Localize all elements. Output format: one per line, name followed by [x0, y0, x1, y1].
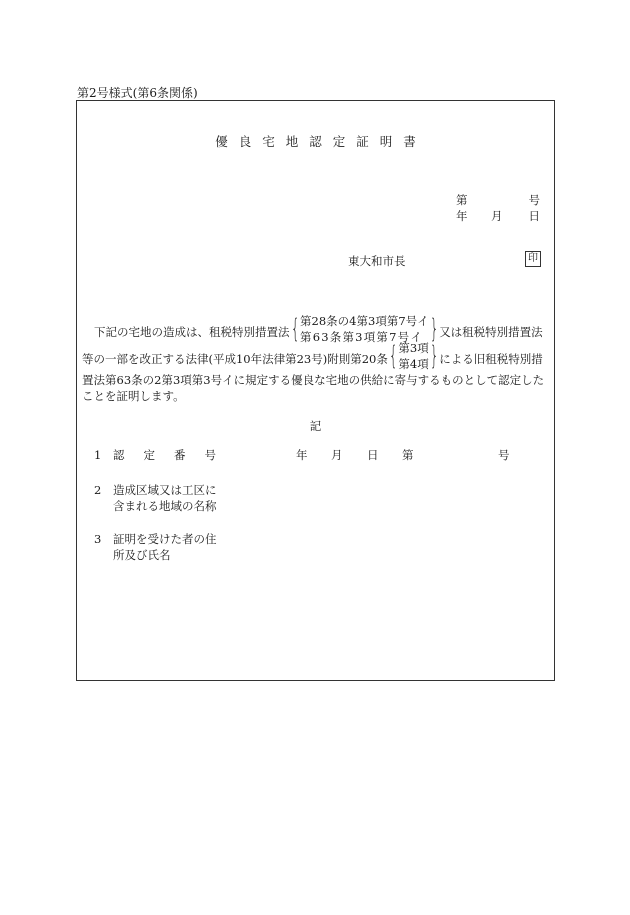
item-3-label-line-1: 証明を受けた者の住: [113, 532, 217, 546]
certificate-title: 優良宅地認定証明書: [215, 134, 427, 149]
seal-mark: 印: [525, 251, 541, 267]
body-line-2-suffix: による旧租税特別措: [439, 352, 543, 366]
item-1-number-prefix: 第: [402, 448, 414, 462]
body-line-1-prefix: 下記の宅地の造成は、租税特別措置法: [94, 325, 290, 339]
left-brace-icon: {: [389, 341, 398, 371]
item-1-number-suffix: 号: [498, 448, 510, 462]
item-3-number: 3: [94, 532, 102, 546]
document-number: [456, 192, 540, 208]
brace-1-option-2: 第63条第3項第7号イ: [300, 330, 424, 344]
document-number-prefix: 第: [456, 193, 468, 207]
document-date-day: 日: [528, 209, 540, 223]
item-3-label-line-2: 所及び氏名: [113, 548, 171, 562]
issuer-name: 東大和市長: [348, 254, 406, 268]
brace-2-option-1: 第3項: [398, 341, 429, 355]
left-brace-icon: {: [290, 314, 299, 344]
right-brace-icon: }: [429, 341, 439, 371]
item-2-label-line-2: 含まれる地域の名称: [113, 499, 217, 513]
body-line-4: ことを証明します。: [82, 389, 185, 403]
ki-heading: 記: [309, 419, 322, 433]
brace-1-option-1: 第28条の4第3項第7号イ: [300, 314, 429, 328]
item-1-month: 月: [331, 448, 343, 462]
document-date-month: 月: [491, 209, 503, 223]
body-line-2: [82, 341, 552, 372]
right-brace-icon: }: [429, 314, 439, 344]
item-1-year: 年: [296, 448, 308, 462]
item-1-number: 1: [94, 448, 102, 462]
body-line-2-prefix: 等の一部を改正する法律(平成10年法律第23号)附則第20条: [82, 352, 388, 366]
document-date-year: 年: [456, 209, 468, 223]
body-line-1: [82, 314, 552, 345]
certificate-frame: [76, 100, 555, 681]
body-line-1-suffix: 又は租税特別措置法: [439, 325, 543, 339]
form-label: 第2号様式(第6条関係): [77, 86, 198, 100]
body-line-3: 置法第63条の2第3項第3号イに規定する優良な宅地の供給に寄与するものとして認定した: [82, 373, 545, 387]
document-number-suffix: 号: [528, 193, 540, 207]
brace-group-2: [388, 340, 439, 372]
document-date: [456, 208, 540, 224]
item-1-day: 日: [367, 448, 379, 462]
brace-2-option-2: 第4項: [398, 357, 429, 371]
item-2-number: 2: [94, 483, 102, 497]
item-2-label-line-1: 造成区域又は工区に: [113, 483, 217, 497]
item-1-label: 認定番号: [113, 448, 235, 462]
